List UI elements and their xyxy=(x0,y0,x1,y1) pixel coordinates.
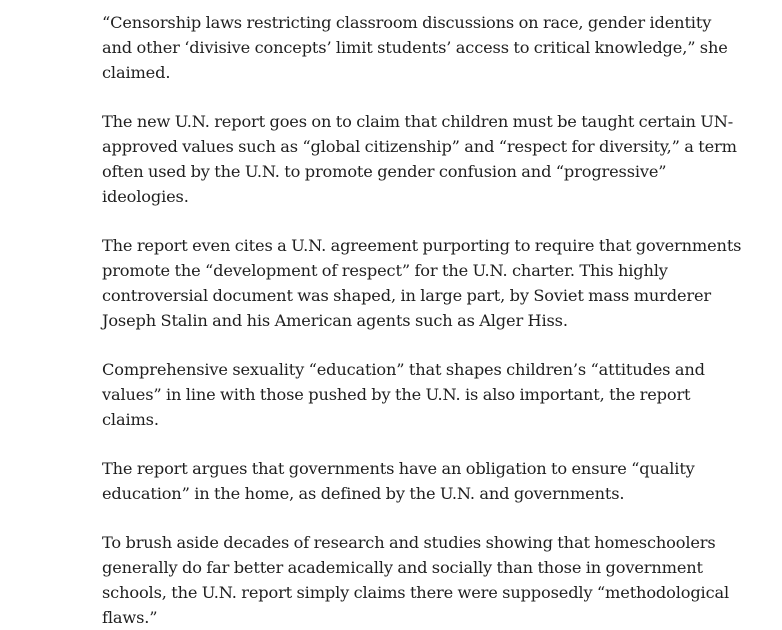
paragraph-sexuality-education: Comprehensive sexuality “education” that shapes children’s “attitudes and values” in line with those pushed by the U.N. is also important, the report claims. xyxy=(102,360,705,429)
article-body xyxy=(102,10,742,630)
paragraph-censorship-quote: “Censorship laws restricting classroom discussions on race, gender identity and other ‘divisive concepts’ limit students’ access to critical knowledge,” she claimed. xyxy=(102,13,728,82)
paragraph-un-charter: The report even cites a U.N. agreement purporting to require that governments promote the “development of respect” for the U.N. charter. This highly controversial document was shaped, in large part, by Soviet mass murderer Joseph Stalin and his American agents such as Alger Hiss. xyxy=(102,236,742,330)
paragraph-homeschool-research: To brush aside decades of research and studies showing that homeschoolers generally do far better academically and socially than those in government schools, the U.N. report simply claims there were supposedly “methodological flaws.” xyxy=(102,533,730,627)
paragraph-approved-values: The new U.N. report goes on to claim that children must be taught certain UN-approved values such as “global citizenship” and “respect for diversity,” a term often used by the U.N. to promote gender confusion and “progressive” ideologies. xyxy=(102,112,737,206)
paragraph-home-education: The report argues that governments have an obligation to ensure “quality education” in the home, as defined by the U.N. and governments. xyxy=(102,459,695,503)
